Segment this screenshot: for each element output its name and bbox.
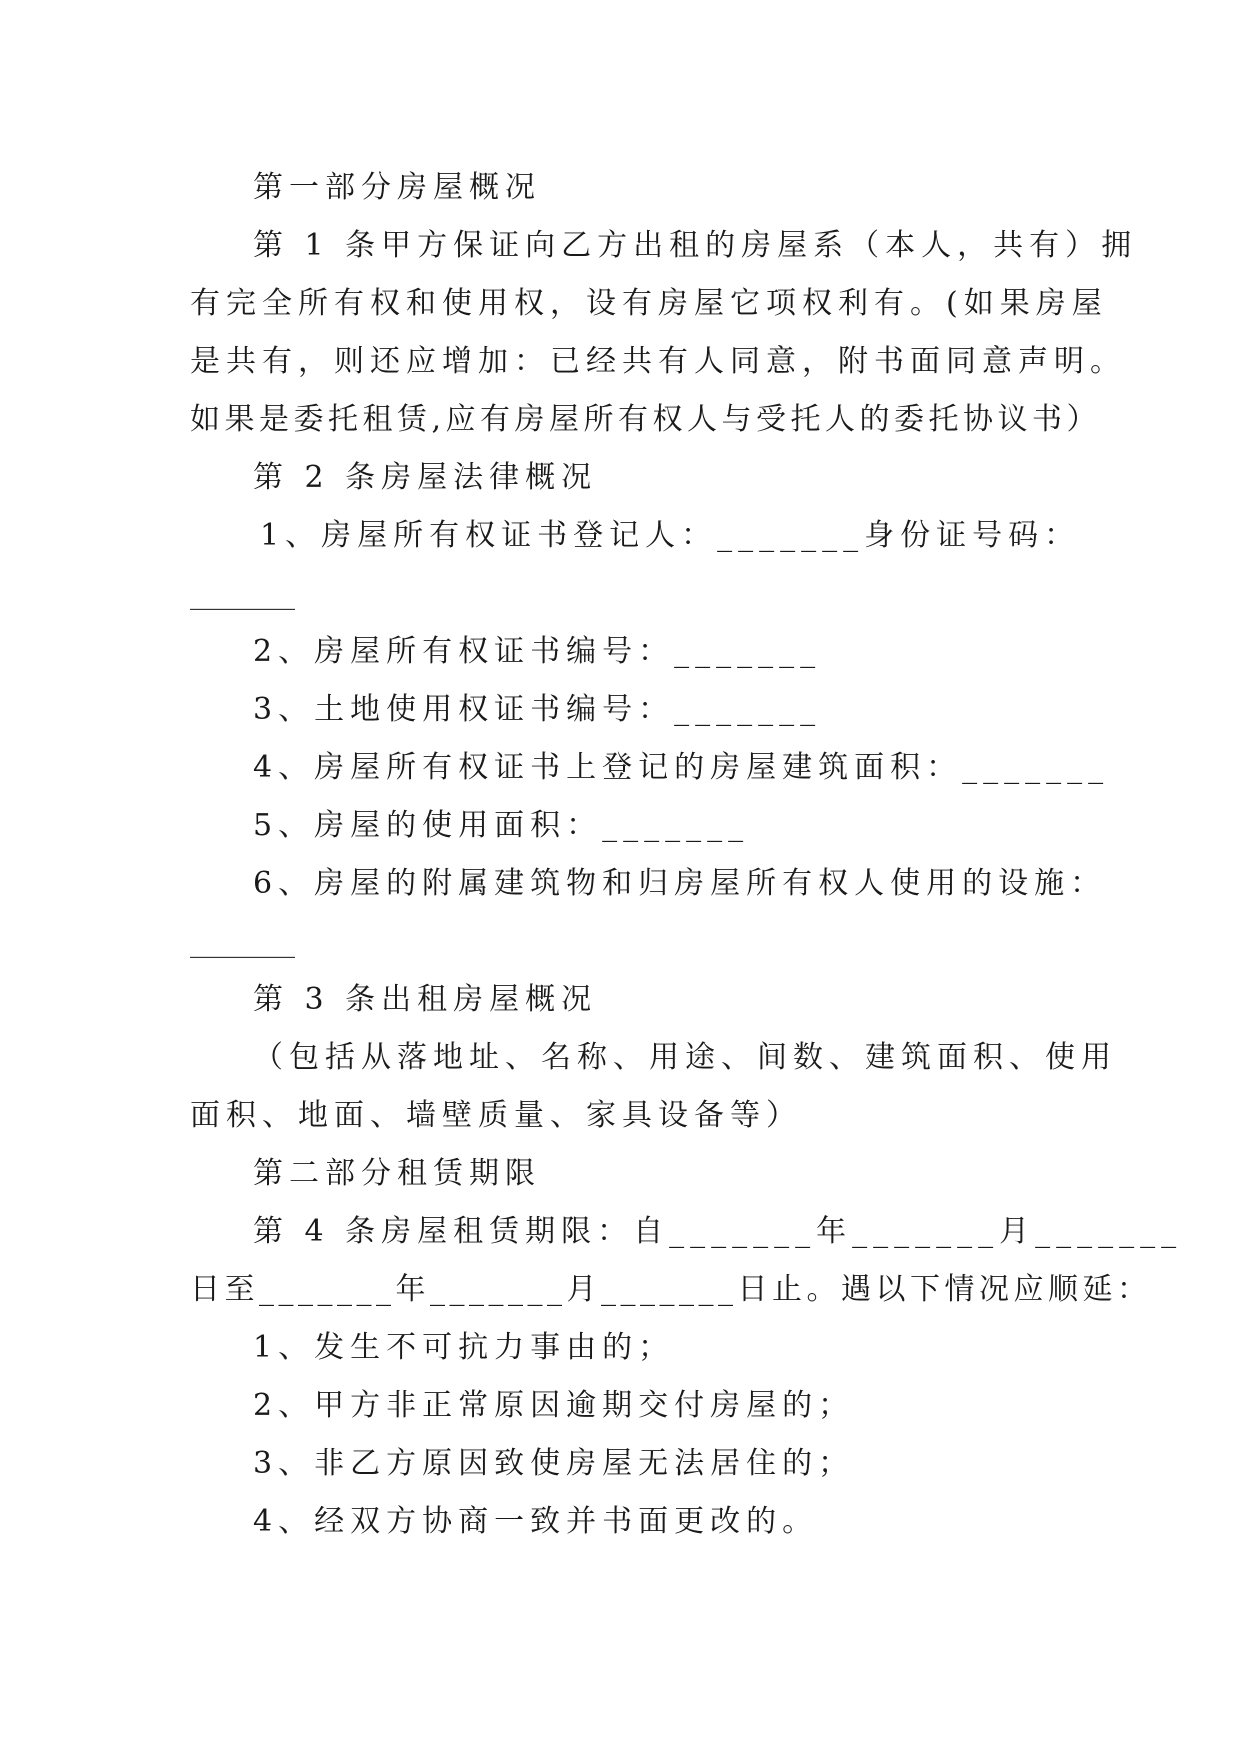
paragraph-line: 如果是委托租赁,应有房屋所有权人与受托人的委托协议书） [190, 402, 1102, 437]
paragraph-line: 面积、地面、墙壁质量、家具设备等） [190, 1098, 802, 1133]
blank-line: _______ [190, 924, 295, 959]
article-heading: 第 2 条房屋法律概况 [253, 460, 598, 495]
list-item: 6、房屋的附属建筑物和归房屋所有权人使用的设施： [253, 866, 1107, 901]
list-item: 4、经双方协商一致并书面更改的。 [253, 1504, 819, 1539]
paragraph-line: 日至_______年_______月_______日止。遇以下情况应顺延： [190, 1272, 1152, 1307]
list-item: 1、房屋所有权证书登记人：_______身份证号码： [260, 518, 1081, 553]
list-item: 2、甲方非正常原因逾期交付房屋的； [253, 1388, 855, 1423]
blank-line: _______ [190, 576, 295, 611]
section-heading-part-two: 第二部分租赁期限 [253, 1156, 541, 1191]
paragraph-line: 有完全所有权和使用权，设有房屋它项权利有。(如果房屋 [190, 286, 1108, 321]
list-item: 3、非乙方原因致使房屋无法居住的； [253, 1446, 855, 1481]
section-heading-part-one: 第一部分房屋概况 [253, 170, 541, 205]
paragraph-line: 第 1 条甲方保证向乙方出租的房屋系（本人，共有）拥 [253, 228, 1138, 263]
paragraph-line: （包括从落地址、名称、用途、间数、建筑面积、使用 [253, 1040, 1117, 1075]
list-item: 2、房屋所有权证书编号：_______ [253, 634, 822, 669]
list-item: 1、发生不可抗力事由的； [253, 1330, 675, 1365]
paragraph-line: 是共有，则还应增加：已经共有人同意，附书面同意声明。 [190, 344, 1126, 379]
list-item: 4、房屋所有权证书上登记的房屋建筑面积：_______ [253, 750, 1110, 785]
list-item: 3、土地使用权证书编号：_______ [253, 692, 822, 727]
article-heading: 第 3 条出租房屋概况 [253, 982, 598, 1017]
list-item: 5、房屋的使用面积：_______ [253, 808, 750, 843]
paragraph-line: 第 4 条房屋租赁期限：自_______年_______月_______ [253, 1214, 1183, 1249]
